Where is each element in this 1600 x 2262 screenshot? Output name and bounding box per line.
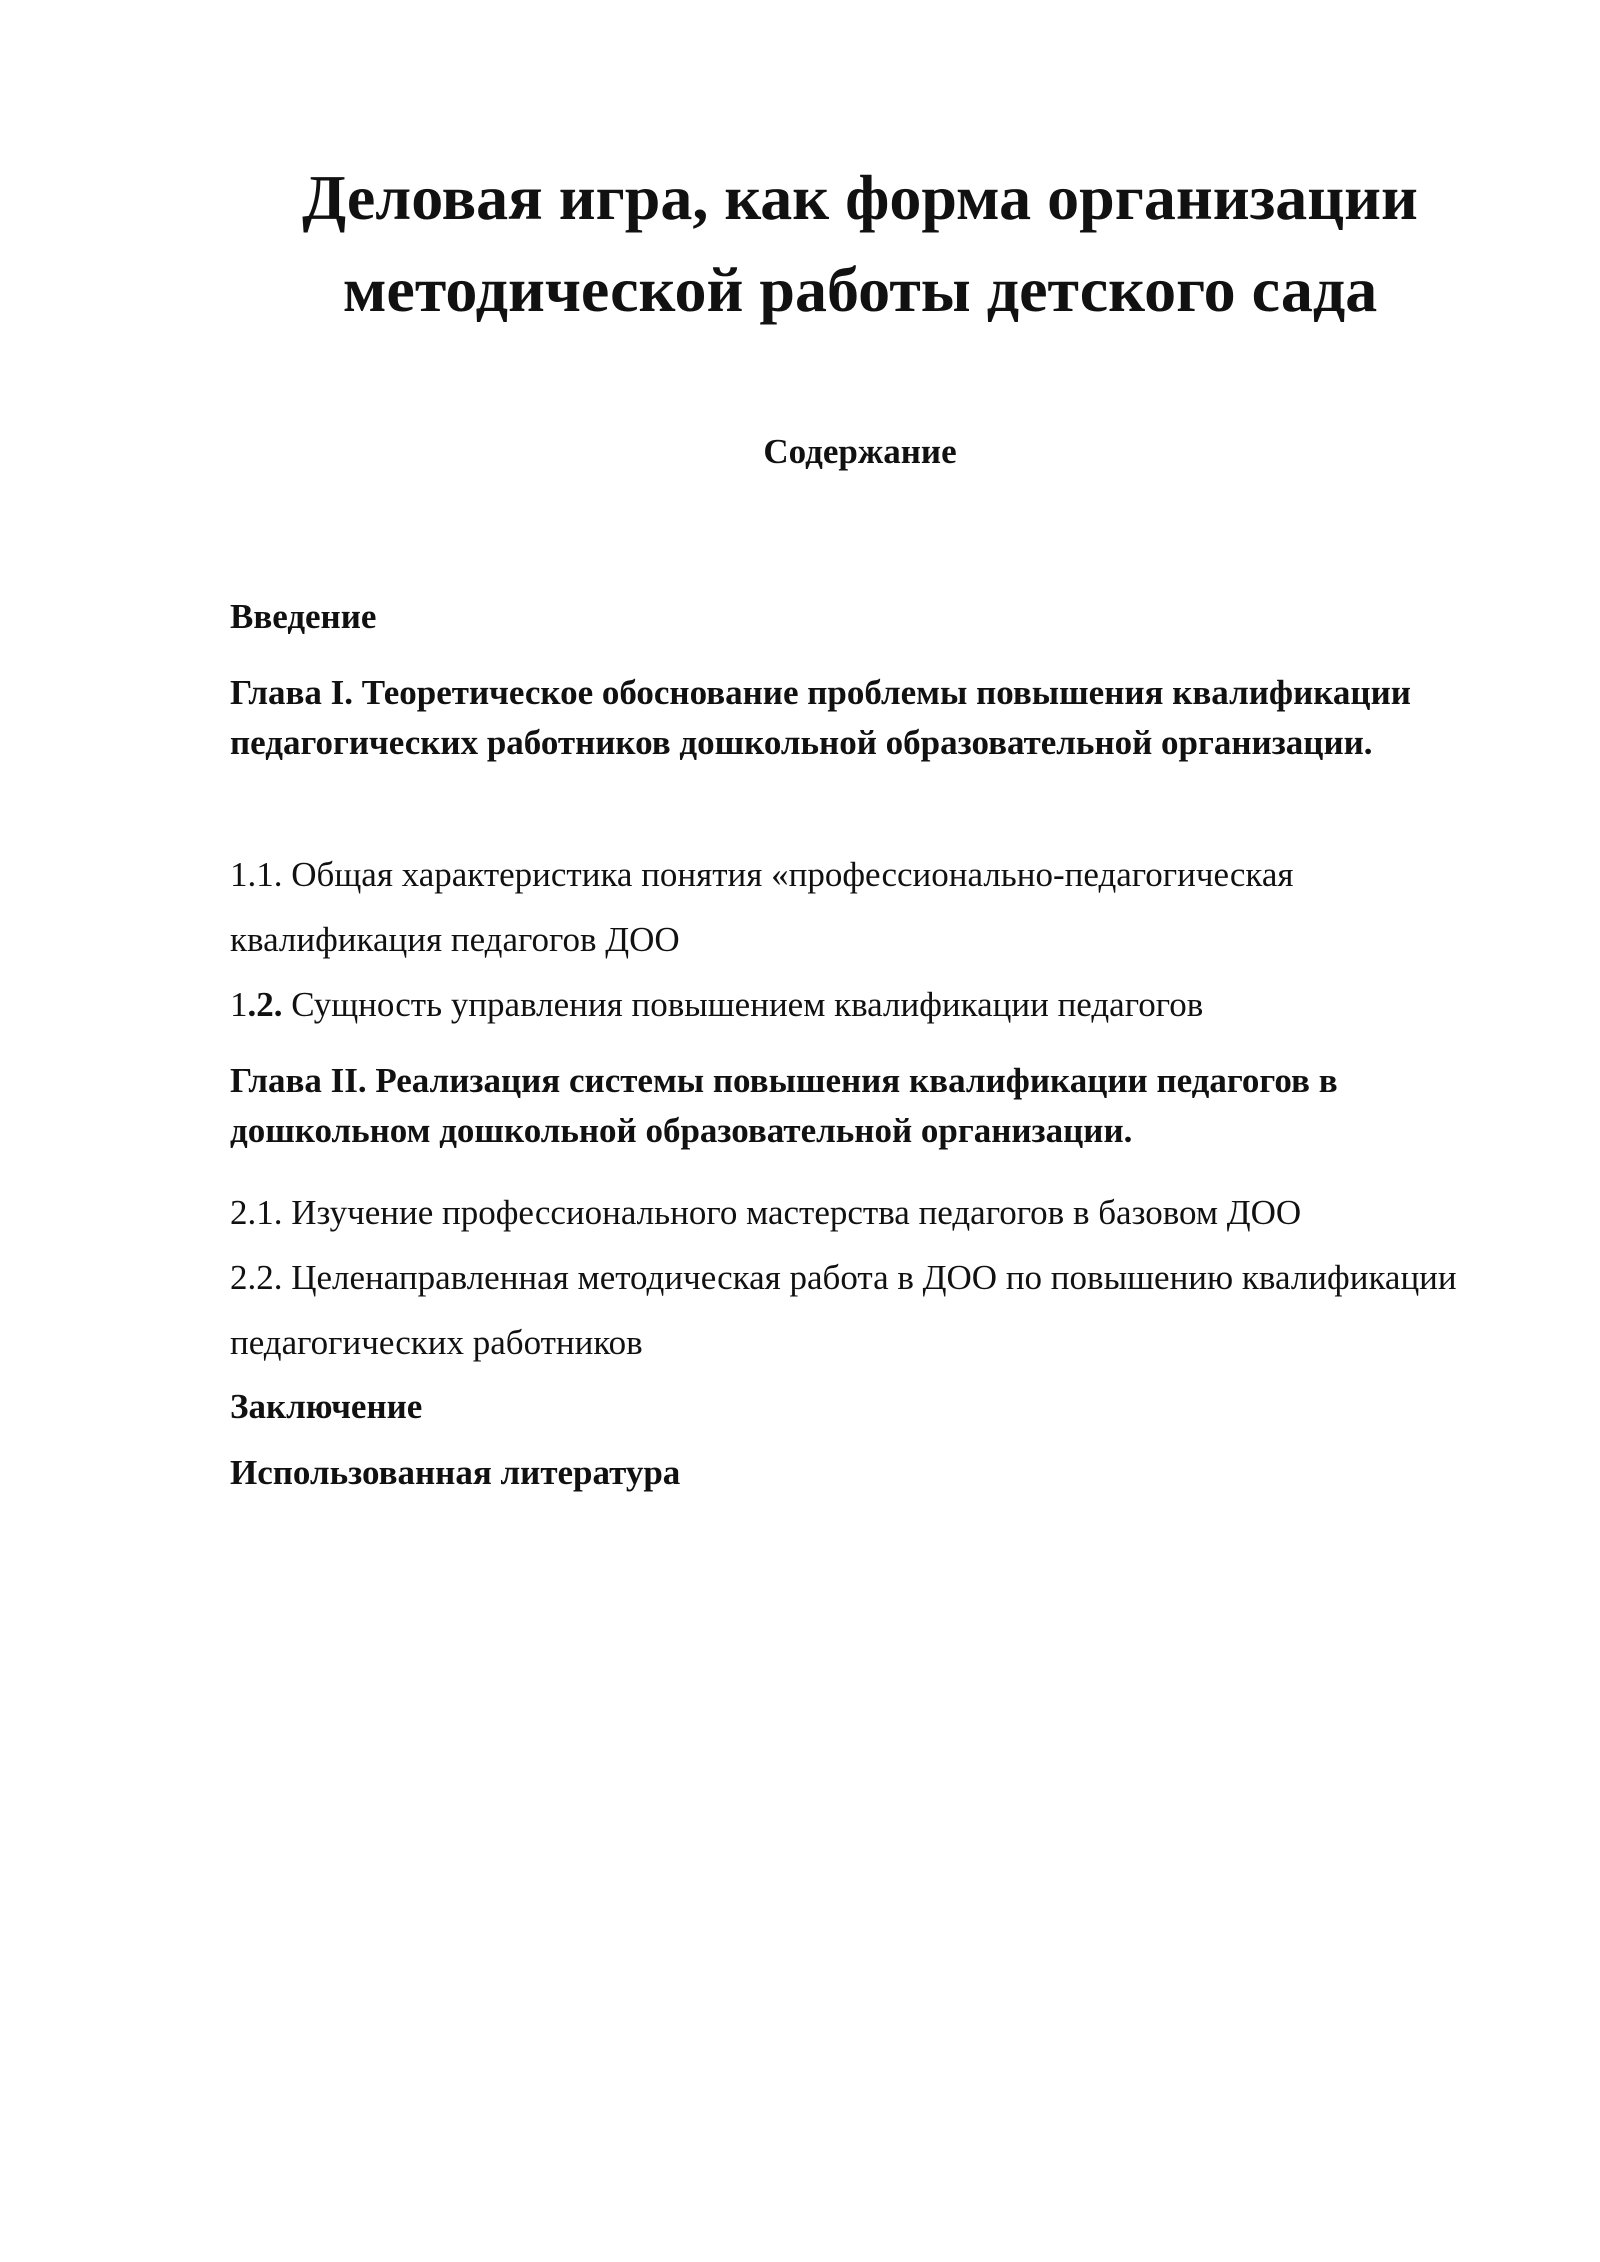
toc-item-conclusion: Заключение — [230, 1387, 423, 1426]
document-title: Деловая игра, как форма организации методической работы детского сада — [302, 162, 1418, 325]
toc-item-chapter-1: Глава I. Теоретическое обоснование проблемы повышения квалификации педагогических работников дошкольной образовательной организации. — [230, 673, 1411, 762]
toc-item-section-1-2 — [230, 972, 1470, 1037]
toc-item-section-2-2: 2.2. Целенаправленная методическая работа в ДОО по повышению квалификации педагогических работников — [230, 1258, 1457, 1362]
section-title: Сущность управления повышением квалификации педагогов — [282, 985, 1204, 1024]
toc-heading: Содержание — [763, 432, 957, 471]
toc-item-chapter-2: Глава II. Реализация системы повышения квалификации педагогов в дошкольном дошкольной образовательной организации. — [230, 1061, 1338, 1150]
toc-item-intro: Введение — [230, 597, 377, 636]
toc-item-literature: Использованная литература — [230, 1453, 681, 1492]
toc-item-section-1-1: 1.1. Общая характеристика понятия «профессионально-педагогическая квалификация педагогов ДОО — [230, 855, 1294, 959]
section-number-bold-part: .2. — [247, 985, 283, 1024]
toc-item-section-2-1: 2.1. Изучение профессионального мастерства педагогов в базовом ДОО — [230, 1193, 1302, 1232]
section-number-part: 1 — [230, 985, 248, 1024]
